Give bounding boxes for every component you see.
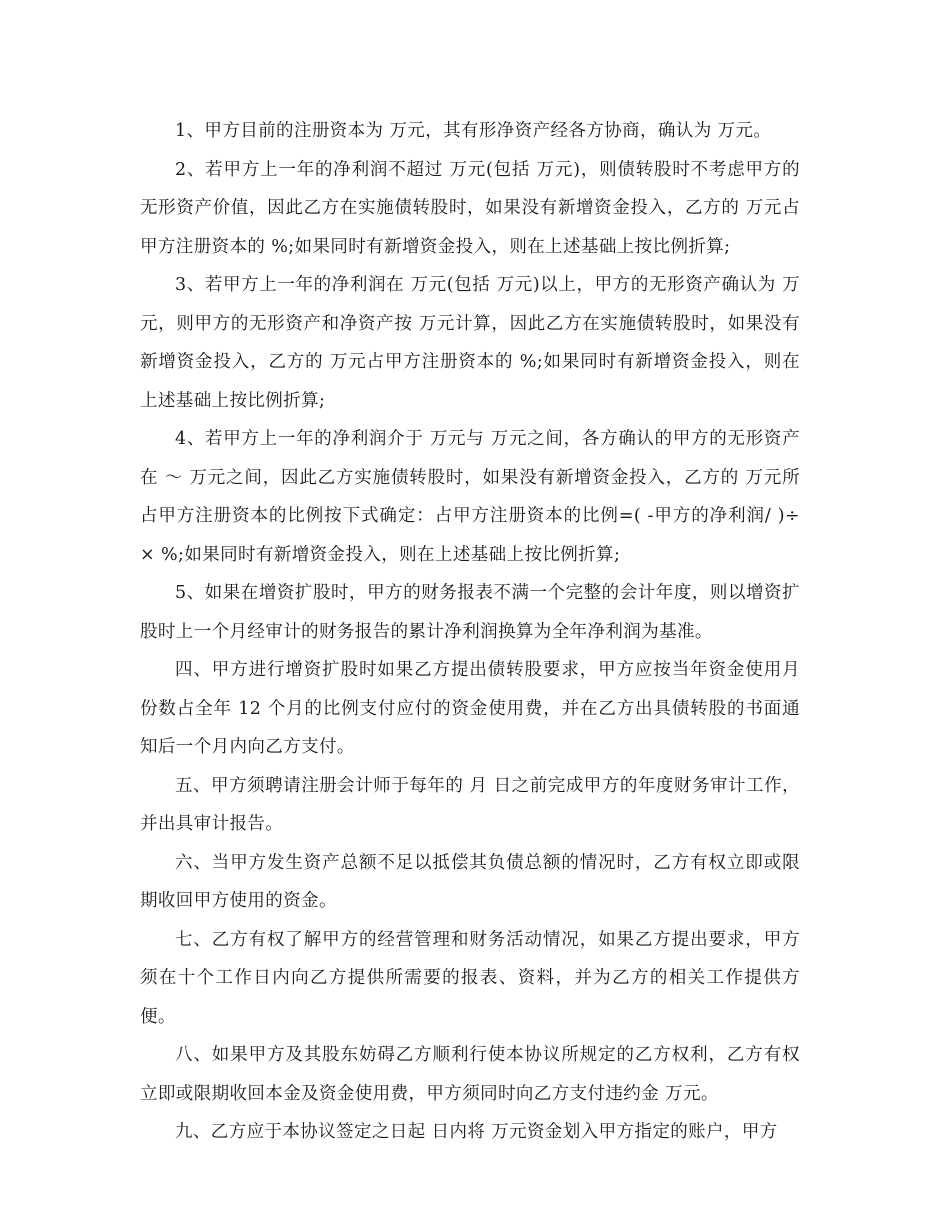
clause-1: 1、甲方目前的注册资本为 万元，其有形净资产经各方协商，确认为 万元。 [175, 121, 772, 141]
document-body [140, 112, 800, 1152]
clause-3: 3、若甲方上一年的净利润在 万元(包括 万元)以上，甲方的无形资产确认为 万元，则甲方的无形资产和净资产按 万元计算，因此乙方在实施债转股时，如果没有新增资金投入，乙方的 万元占甲方注册资本的 %;如果同时有新增资金投入，则在上述基础上按比例折算; [140, 275, 800, 411]
clause-5: 5、如果在增资扩股时，甲方的财务报表不满一个完整的会计年度，则以增资扩股时上一个月经审计的财务报告的累计净利润换算为全年净利润为基准。 [140, 583, 800, 642]
article-6: 六、当甲方发生资产总额不足以抵偿其负债总额的情况时，乙方有权立即或限期收回甲方使用的资金。 [140, 852, 800, 911]
article-4: 四、甲方进行增资扩股时如果乙方提出债转股要求，甲方应按当年资金使用月份数占全年 12 个月的比例支付应付的资金使用费，并在乙方出具债转股的书面通知后一个月内向乙方支付。 [140, 660, 800, 757]
article-7: 七、乙方有权了解甲方的经营管理和财务活动情况，如果乙方提出要求，甲方须在十个工作日内向乙方提供所需要的报表、资料，并为乙方的相关工作提供方便。 [140, 929, 800, 1027]
article-8: 八、如果甲方及其股东妨碍乙方顺利行使本协议所规定的乙方权利，乙方有权立即或限期收回本金及资金使用费，甲方须同时向乙方支付违约金 万元。 [140, 1045, 800, 1104]
clause-4: 4、若甲方上一年的净利润介于 万元与 万元之间，各方确认的甲方的无形资产在 ～ 万元之间，因此乙方实施债转股时，如果没有新增资金投入，乙方的 万元所占甲方注册资本的比例按下式确定：占甲方注册资本的比例=( -甲方的净利润/ )÷ × %;如果同时有新增资金投入，则在上述基础上按比例折算; [140, 429, 800, 565]
clause-2: 2、若甲方上一年的净利润不超过 万元(包括 万元)，则债转股时不考虑甲方的无形资产价值，因此乙方在实施债转股时，如果没有新增资金投入，乙方的 万元占甲方注册资本的 %;如果同时有新增资金投入，则在上述基础上按比例折算; [140, 159, 800, 257]
article-5: 五、甲方须聘请注册会计师于每年的 月 日之前完成甲方的年度财务审计工作，并出具审计报告。 [140, 775, 800, 834]
article-9: 九、乙方应于本协议签定之日起 日内将 万元资金划入甲方指定的账户，甲方 [175, 1122, 778, 1142]
